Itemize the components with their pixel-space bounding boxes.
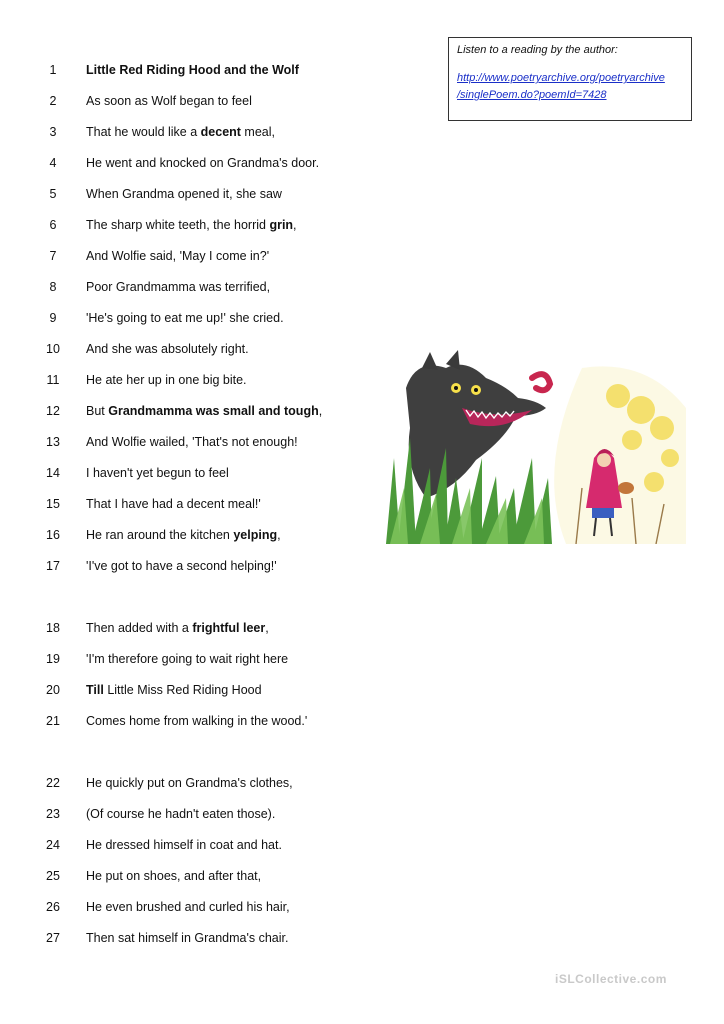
line-text <box>86 649 288 669</box>
line-fragment: , <box>318 404 323 418</box>
line-number: 26 <box>46 900 60 914</box>
line-number: 24 <box>46 838 60 852</box>
line-text <box>86 804 275 824</box>
poem-line <box>0 866 380 886</box>
line-fragment: He ate her up in one big bite. <box>86 373 247 387</box>
line-fragment: He dressed himself in coat and hat. <box>86 838 282 852</box>
line-number: 13 <box>46 435 60 449</box>
author-reading-box <box>448 37 692 121</box>
line-number: 27 <box>46 931 60 945</box>
wolf-and-red-riding-hood-illustration <box>386 348 692 544</box>
line-text <box>86 370 247 390</box>
line-fragment: 'I'm therefore going to wait right here <box>86 652 289 666</box>
line-text <box>86 401 322 421</box>
poem-line <box>0 339 380 359</box>
poem-line <box>0 525 380 545</box>
line-number: 14 <box>46 466 60 480</box>
poem-line <box>0 618 380 638</box>
line-text <box>86 618 269 638</box>
line-text <box>86 835 282 855</box>
line-text <box>86 60 299 80</box>
line-number: 21 <box>46 714 60 728</box>
line-fragment: That he would like a <box>86 125 201 139</box>
poem-line <box>0 308 380 328</box>
line-number: 6 <box>49 218 57 232</box>
line-text <box>86 711 307 731</box>
line-fragment: Poor Grandmamma was terrified, <box>86 280 271 294</box>
emphasized-word: Little Red Riding Hood and the Wolf <box>86 63 299 77</box>
line-fragment: , <box>277 528 281 542</box>
line-number: 1 <box>49 63 57 77</box>
line-number: 12 <box>46 404 60 418</box>
line-fragment: He went and knocked on Grandma's door. <box>86 156 320 170</box>
poem-line <box>0 184 380 204</box>
line-fragment: And she was absolutely right. <box>86 342 249 356</box>
line-number: 22 <box>46 776 60 790</box>
line-fragment: Then added with a <box>86 621 193 635</box>
line-fragment: As soon as Wolf began to feel <box>86 94 252 108</box>
line-fragment: Comes home from walking in the wood.' <box>86 714 308 728</box>
line-text <box>86 680 262 700</box>
poem-line <box>0 215 380 235</box>
line-text <box>86 432 298 452</box>
line-number: 3 <box>49 125 57 139</box>
line-fragment: He quickly put on Grandma's clothes, <box>86 776 293 790</box>
poem-line <box>0 91 380 111</box>
line-fragment: Then sat himself in Grandma's chair. <box>86 931 289 945</box>
line-text <box>86 122 275 142</box>
poem-line <box>0 432 380 452</box>
line-fragment: 'I've got to have a second helping!' <box>86 559 277 573</box>
line-fragment: , <box>293 218 297 232</box>
line-text <box>86 277 270 297</box>
line-text <box>86 215 297 235</box>
poem-line <box>0 649 380 669</box>
line-text <box>86 866 261 886</box>
emphasized-word: Till <box>86 683 104 697</box>
emphasized-word: yelping <box>233 528 278 542</box>
poem-line <box>0 897 380 917</box>
line-number: 2 <box>49 94 57 108</box>
line-number: 17 <box>46 559 60 573</box>
line-text <box>86 463 229 483</box>
poem-line <box>0 401 380 421</box>
poem-line <box>0 494 380 514</box>
poem-line <box>0 928 380 948</box>
line-text <box>86 246 269 266</box>
line-fragment: But <box>86 404 109 418</box>
line-fragment: meal, <box>240 125 275 139</box>
line-number: 15 <box>46 497 60 511</box>
poem-line <box>0 711 380 731</box>
line-text <box>86 91 252 111</box>
poem-line <box>0 122 380 142</box>
poem-line <box>0 680 380 700</box>
line-number: 8 <box>49 280 57 294</box>
poem-line <box>0 153 380 173</box>
poem-line <box>0 60 380 80</box>
line-text <box>86 153 319 173</box>
line-text <box>86 494 261 514</box>
poem-line <box>0 773 380 793</box>
line-fragment: (Of course he hadn't eaten those). <box>86 807 276 821</box>
line-fragment: The sharp white teeth, the horrid <box>86 218 270 232</box>
line-fragment: He even brushed and curled his hair, <box>86 900 290 914</box>
emphasized-word: decent <box>200 125 241 139</box>
poem-line <box>0 246 380 266</box>
line-number: 20 <box>46 683 60 697</box>
line-fragment: When Grandma opened it, she saw <box>86 187 282 201</box>
poem-line <box>0 556 380 576</box>
line-fragment: , <box>265 621 269 635</box>
line-number: 4 <box>49 156 57 170</box>
line-text <box>86 308 284 328</box>
line-number: 10 <box>46 342 60 356</box>
line-fragment: And Wolfie said, 'May I come in?' <box>86 249 270 263</box>
link-line-2: /singlePoem.do?poemId=7428 <box>457 89 607 101</box>
watermark: iSLCollective.com <box>555 972 667 986</box>
line-number: 11 <box>46 373 60 387</box>
line-text <box>86 184 282 204</box>
line-fragment: That I have had a decent meal!' <box>86 497 261 511</box>
line-number: 9 <box>49 311 57 325</box>
poetry-archive-link[interactable] <box>457 72 665 101</box>
poem-line <box>0 370 380 390</box>
line-number: 19 <box>46 652 60 666</box>
line-number: 23 <box>46 807 60 821</box>
line-text <box>86 556 277 576</box>
line-fragment: I haven't yet begun to feel <box>86 466 229 480</box>
poem-line <box>0 277 380 297</box>
line-fragment: He ran around the kitchen <box>86 528 234 542</box>
line-fragment: 'He's going to eat me up!' she cried. <box>86 311 284 325</box>
line-number: 7 <box>49 249 57 263</box>
line-text <box>86 897 290 917</box>
emphasized-word: Grandmamma was small and tough <box>108 404 319 418</box>
link-line-1: http://www.poetryarchive.org/poetryarchive <box>457 72 665 84</box>
line-number: 16 <box>46 528 60 542</box>
line-number: 18 <box>46 621 60 635</box>
poem-line <box>0 804 380 824</box>
reading-intro: Listen to a reading by the author: <box>457 44 618 56</box>
poem-line <box>0 835 380 855</box>
line-fragment: And Wolfie wailed, 'That's not enough! <box>86 435 298 449</box>
line-text <box>86 339 249 359</box>
line-number: 25 <box>46 869 60 883</box>
line-fragment: He put on shoes, and after that, <box>86 869 262 883</box>
line-text <box>86 525 281 545</box>
line-number: 5 <box>49 187 57 201</box>
line-fragment: Little Miss Red Riding Hood <box>103 683 262 697</box>
line-text <box>86 928 288 948</box>
emphasized-word: grin <box>269 218 294 232</box>
line-text <box>86 773 293 793</box>
poem-line <box>0 463 380 483</box>
emphasized-word: frightful leer <box>192 621 266 635</box>
